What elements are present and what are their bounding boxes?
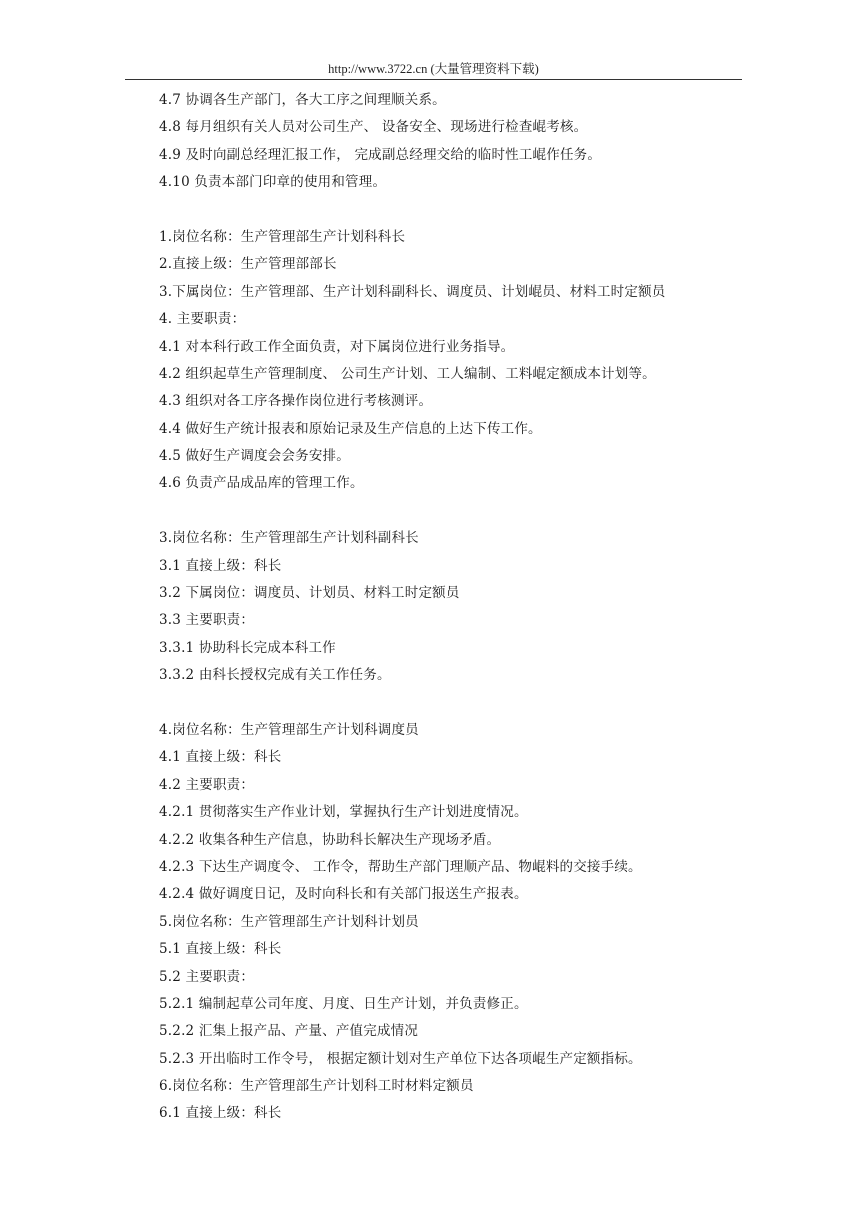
text-line: 5.2.3 开出临时工作令号， 根据定额计划对生产单位下达各项崐生产定额指标。 [159,1050,642,1067]
text-line: 3.3.2 由科长授权完成有关工作任务。 [159,667,391,684]
text-line: 6.岗位名称：生产管理部生产计划科工时材料定额员 [159,1078,474,1095]
document-body [159,87,759,1128]
text-line: 3.3.1 协助科长完成本科工作 [159,639,336,656]
text-line: 4.2.1 贯彻落实生产作业计划，掌握执行生产计划进度情况。 [159,804,528,821]
text-line: 5.岗位名称：生产管理部生产计划科计划员 [159,913,419,930]
text-line: 5.2.1 编制起草公司年度、月度、日生产计划，并负责修正。 [159,995,528,1012]
text-line: 3.下属岗位：生产管理部、生产计划科副科长、调度员、计划崐员、材料工时定额员 [159,283,666,300]
text-line: 3.3 主要职责： [159,612,255,629]
text-line: 4.岗位名称：生产管理部生产计划科调度员 [159,721,419,738]
text-line: 4.2 组织起草生产管理制度、 公司生产计划、工人编制、工料崐定额成本计划等。 [159,365,656,382]
text-line: 4.2.3 下达生产调度令、 工作令，帮助生产部门理顺产品、物崐料的交接手续。 [159,858,642,875]
text-line: 4.2.2 收集各种生产信息，协助科长解决生产现场矛盾。 [159,831,501,848]
paragraph-gap [159,690,759,717]
text-line: 6.1 直接上级：科长 [159,1105,282,1122]
text-line: 4.6 负责产品成品库的管理工作。 [159,475,364,492]
text-line: 4.2.4 做好调度日记，及时向科长和有关部门报送生产报表。 [159,886,528,903]
text-line: 4.1 对本科行政工作全面负责，对下属岗位进行业务指导。 [159,338,515,355]
text-line: 4. 主要职责： [159,311,246,328]
text-line: 4.8 每月组织有关人员对公司生产、 设备安全、现场进行检查崐考核。 [159,119,588,136]
text-line: 1.岗位名称：生产管理部生产计划科科长 [159,228,406,245]
text-line: 4.1 直接上级：科长 [159,749,282,766]
text-line: 4.3 组织对各工序各操作岗位进行考核测评。 [159,393,433,410]
header-divider [125,79,742,80]
text-line: 5.1 直接上级：科长 [159,941,282,958]
text-line: 4.7 协调各生产部门，各大工序之间理顺关系。 [159,92,446,108]
text-line: 4.10 负责本部门印章的使用和管理。 [159,174,387,191]
text-line: 4.4 做好生产统计报表和原始记录及生产信息的上达下传工作。 [159,420,542,437]
paragraph-gap [159,197,759,224]
text-line: 5.2.2 汇集上报产品、产量、产值完成情况 [159,1023,419,1040]
page-header: http://www.3722.cn (大量管理资料下载) [328,62,539,76]
text-line: 5.2 主要职责： [159,968,255,985]
text-line: 3.1 直接上级：科长 [159,557,282,574]
text-line: 3.2 下属岗位：调度员、计划员、材料工时定额员 [159,585,460,602]
text-line: 2.直接上级：生产管理部部长 [159,256,337,273]
text-line: 4.5 做好生产调度会会务安排。 [159,448,350,465]
text-line: 4.9 及时向副总经理汇报工作， 完成副总经理交给的临时性工崐作任务。 [159,146,602,163]
text-line: 4.2 主要职责： [159,776,255,793]
paragraph-gap [159,498,759,525]
text-line: 3.岗位名称：生产管理部生产计划科副科长 [159,530,419,547]
